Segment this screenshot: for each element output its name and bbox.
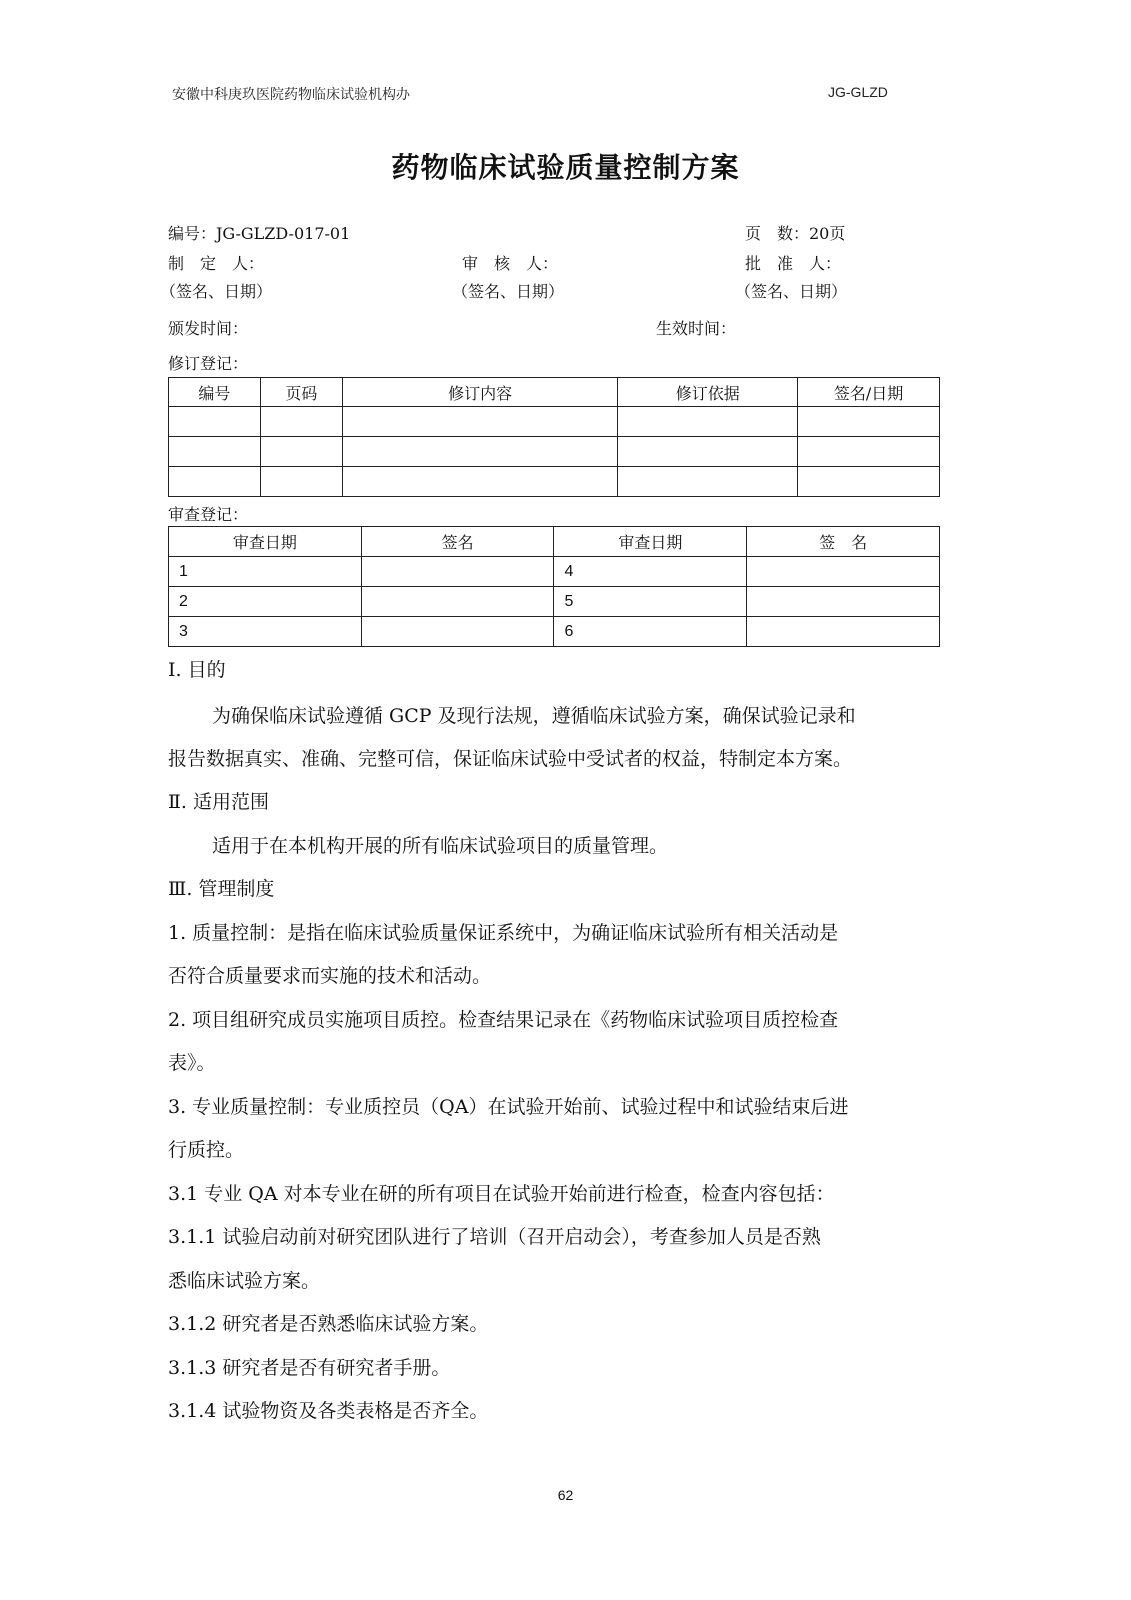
section-3-title: Ⅲ. 管理制度	[168, 878, 275, 900]
table-cell	[169, 407, 261, 437]
item-3-1: 3.1 专业 QA 对本专业在研的所有项目在试验开始前进行检查，检查内容包括：	[168, 1183, 835, 1205]
revision-header-number: 编号	[169, 378, 261, 407]
table-cell	[747, 557, 940, 587]
review-index: 4	[554, 557, 747, 587]
item-3-1-1-line-1: 3.1.1 试验启动前对研究团队进行了培训（召开启动会），考查参加人员是否熟	[168, 1226, 821, 1248]
revision-header-content: 修订内容	[342, 378, 618, 407]
table-cell	[361, 587, 554, 617]
revision-table-header	[169, 378, 940, 407]
approver-sign-date: （签名、日期）	[735, 282, 848, 301]
document-title: 药物临床试验质量控制方案	[391, 151, 740, 184]
section-2-title: Ⅱ. 适用范围	[168, 791, 269, 813]
review-table	[168, 526, 940, 647]
review-index: 2	[169, 587, 362, 617]
review-record-label: 审查登记：	[168, 505, 249, 524]
item-3-line-1: 3. 专业质量控制：专业质控员（QA）在试验开始前、试验过程中和试验结束后进	[168, 1096, 849, 1118]
approver-label: 批 准 人：	[745, 254, 842, 273]
item-3-1-3: 3.1.3 研究者是否有研究者手册。	[168, 1357, 451, 1379]
review-header-date-1: 审查日期	[169, 527, 362, 557]
review-index: 6	[554, 617, 747, 647]
header-organization: 安徽中科庚玖医院药物临床试验机构办	[172, 87, 410, 103]
review-header-signature-1: 签名	[361, 527, 554, 557]
review-index: 5	[554, 587, 747, 617]
table-cell	[798, 437, 940, 467]
review-header-signature-2: 签 名	[747, 527, 940, 557]
doc-number: 编号：JG-GLZD-017-01	[168, 224, 351, 243]
drafter-sign-date: （签名、日期）	[160, 282, 273, 301]
table-cell	[342, 467, 618, 497]
table-cell	[169, 437, 261, 467]
review-header-date-2: 审查日期	[554, 527, 747, 557]
reviewer-label: 审 核 人：	[462, 254, 559, 273]
section-1-title: Ⅰ. 目的	[168, 659, 226, 681]
item-1-line-2: 否符合质量要求而实施的技术和活动。	[168, 965, 492, 987]
table-cell	[618, 467, 798, 497]
effective-time-label: 生效时间：	[656, 319, 737, 338]
table-row	[169, 617, 940, 647]
table-row	[169, 437, 940, 467]
revision-header-basis: 修订依据	[618, 378, 798, 407]
revision-table	[168, 377, 940, 497]
section-2-paragraph: 适用于在本机构开展的所有临床试验项目的质量管理。	[212, 835, 669, 857]
table-row	[169, 467, 940, 497]
table-row	[169, 407, 940, 437]
table-cell	[260, 407, 342, 437]
item-1-line-1: 1. 质量控制：是指在临床试验质量保证系统中，为确证临床试验所有相关活动是	[168, 922, 839, 944]
item-2-line-2: 表》。	[168, 1052, 216, 1074]
review-index: 3	[169, 617, 362, 647]
table-cell	[618, 437, 798, 467]
revision-record-label: 修订登记：	[168, 354, 249, 373]
table-cell	[169, 467, 261, 497]
issue-time-label: 颁发时间：	[168, 319, 249, 338]
section-1-paragraph-line-2: 报告数据真实、准确、完整可信，保证临床试验中受试者的权益，特制定本方案。	[168, 748, 853, 770]
table-cell	[747, 617, 940, 647]
drafter-label: 制 定 人：	[168, 254, 265, 273]
item-3-1-4: 3.1.4 试验物资及各类表格是否齐全。	[168, 1400, 489, 1422]
revision-header-signature-date: 签名/日期	[798, 378, 940, 407]
table-cell	[798, 407, 940, 437]
table-cell	[260, 437, 342, 467]
table-cell	[618, 407, 798, 437]
table-cell	[361, 617, 554, 647]
revision-header-page: 页码	[260, 378, 342, 407]
header-code: JG-GLZD	[828, 84, 888, 100]
table-cell	[260, 467, 342, 497]
review-index: 1	[169, 557, 362, 587]
page-count: 页 数：20页	[745, 224, 846, 243]
table-cell	[798, 467, 940, 497]
item-3-1-2: 3.1.2 研究者是否熟悉临床试验方案。	[168, 1313, 489, 1335]
reviewer-sign-date: （签名、日期）	[452, 282, 565, 301]
table-cell	[747, 587, 940, 617]
table-row	[169, 557, 940, 587]
item-3-1-1-line-2: 悉临床试验方案。	[168, 1270, 321, 1292]
item-2-line-1: 2. 项目组研究成员实施项目质控。检查结果记录在《药物临床试验项目质控检查	[168, 1009, 839, 1031]
table-cell	[342, 437, 618, 467]
table-cell	[342, 407, 618, 437]
table-cell	[361, 557, 554, 587]
page-number: 62	[557, 1487, 574, 1503]
review-table-header	[169, 527, 940, 557]
section-1-paragraph-line-1: 为确保临床试验遵循 GCP 及现行法规，遵循临床试验方案，确保试验记录和	[212, 705, 856, 727]
table-row	[169, 587, 940, 617]
item-3-line-2: 行质控。	[168, 1139, 245, 1161]
